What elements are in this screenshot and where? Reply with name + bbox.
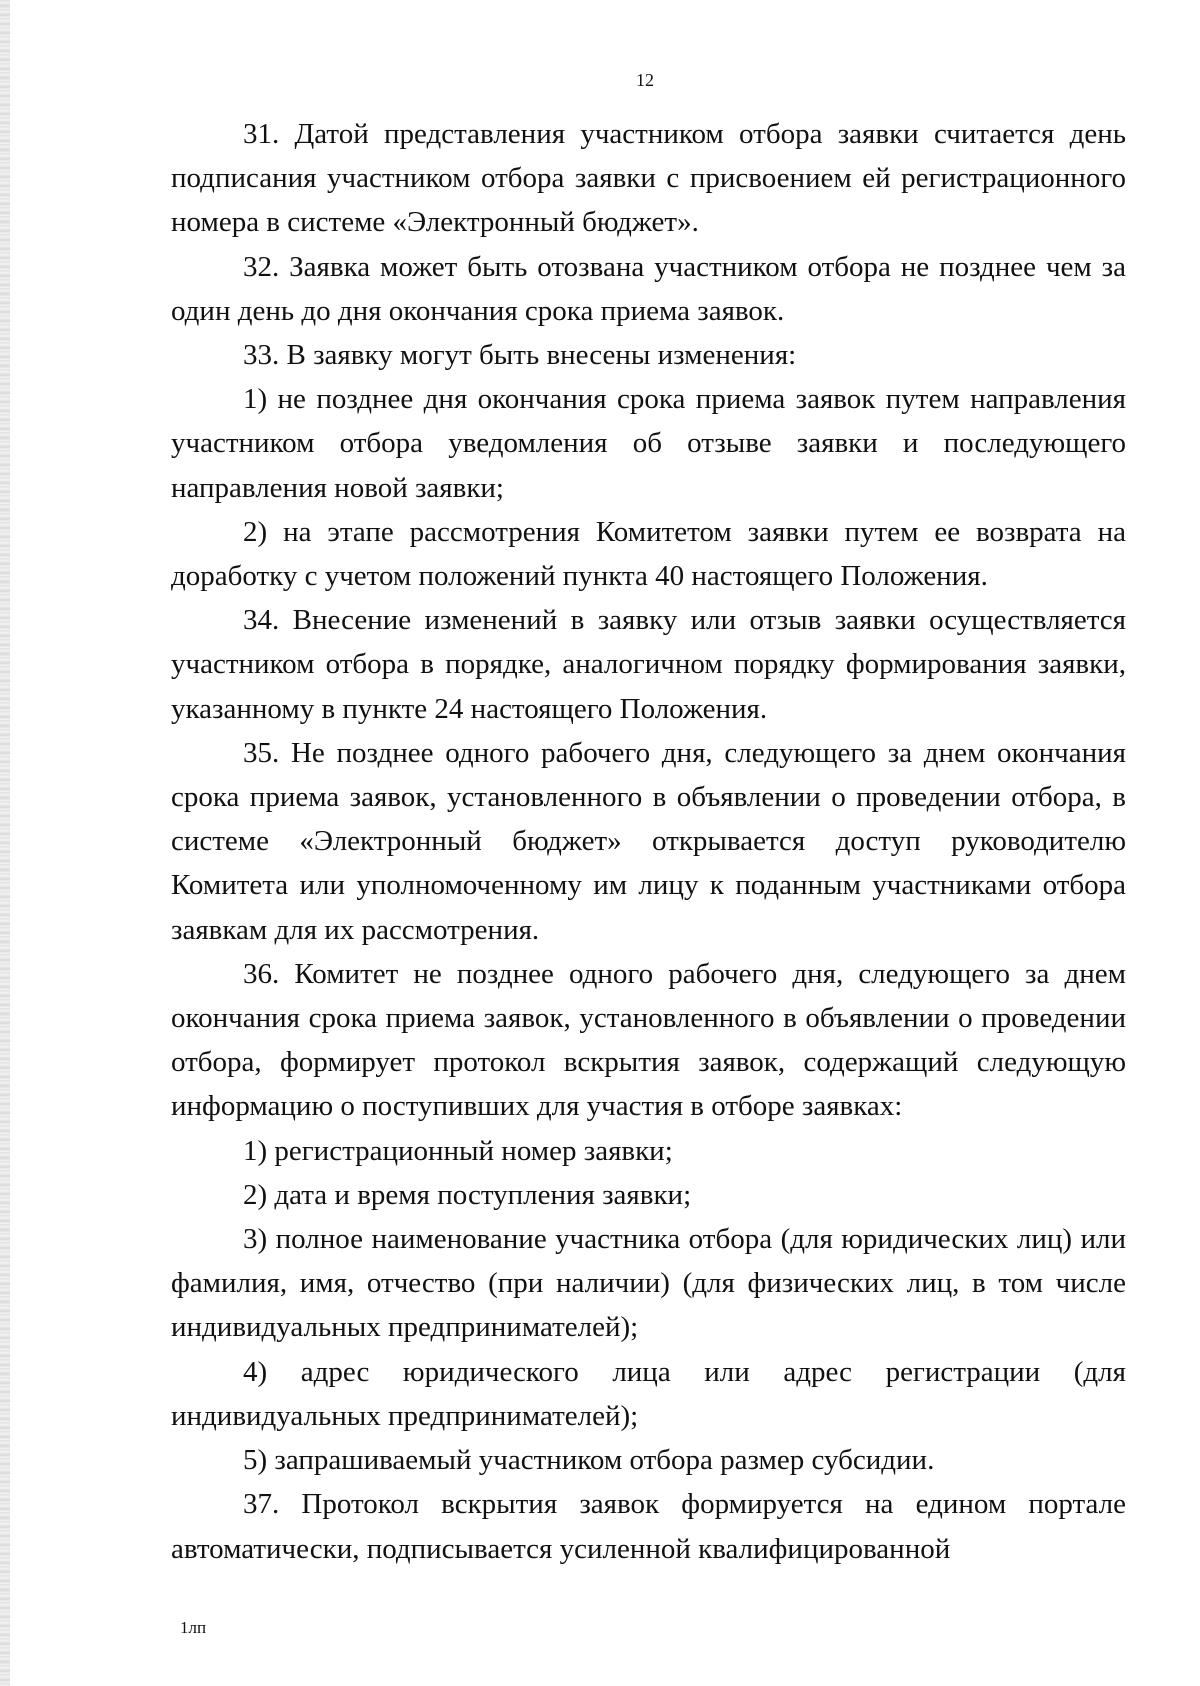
footer-mark: 1лп [180,1618,207,1637]
paragraph-34: 34. Внесение изменений в заявку или отзыв заявки осуществляется участником отбора в порядке, аналогичном порядку формирования заявки, указанному в пункте 24 настоящего Положения. [171,604,1126,725]
paragraph-31: 31. Датой представления участником отбора заявки считается день подписания участником отбора заявки с присвоением ей регистрационного номера в системе «Электронный бюджет». [171,118,1126,239]
paragraph-33: 33. В заявку могут быть внесены изменения: [243,339,797,372]
paragraph-33-item-1: 1) не позднее дня окончания срока приема заявок путем направления участником отбора уведомления об отзыве заявки и последующего направления новой заявки; [171,383,1126,504]
document-body [171,112,1126,1571]
scan-edge [0,0,10,1686]
paragraph-36-item-1: 1) регистрационный номер заявки; [243,1134,673,1167]
paragraph-36: 36. Комитет не позднее одного рабочего дня, следующего за днем окончания срока приема заявок, установленного в объявлении о проведении отбора, формирует протокол вскрытия заявок, содержащий следующую информацию о поступивших для участия в отборе заявках: [171,957,1126,1123]
paragraph-35: 35. Не позднее одного рабочего дня, следующего за днем окончания срока приема заявок, установленного в объявлении о проведении отбора, в системе «Электронный бюджет» открывается доступ руководителю Комитета или уполномоченному им лицу к поданным участниками отбора заявкам для их рассмотрения. [171,736,1126,946]
paragraph-36-item-5: 5) запрашиваемый участником отбора размер субсидии. [243,1444,935,1477]
paragraph-36-item-3: 3) полное наименование участника отбора (для юридических лиц) или фамилия, имя, отчество (при наличии) (для физических лиц, в том числе индивидуальных предпринимателей); [171,1223,1126,1344]
paragraph-32: 32. Заявка может быть отозвана участником отбора не позднее чем за один день до дня окончания срока приема заявок. [171,250,1126,327]
paragraph-36-item-2: 2) дата и время поступления заявки; [243,1178,692,1211]
paragraph-37: 37. Протокол вскрытия заявок формируется на едином портале автоматически, подписывается усиленной квалифицированной [171,1488,1126,1565]
page-number: 12 [636,70,654,90]
paragraph-36-item-4: 4) адрес юридического лица или адрес регистрации (для индивидуальных предпринимателей); [171,1355,1126,1432]
paragraph-33-item-2: 2) на этапе рассмотрения Комитетом заявки путем ее возврата на доработку с учетом положений пункта 40 настоящего Положения. [171,515,1126,593]
